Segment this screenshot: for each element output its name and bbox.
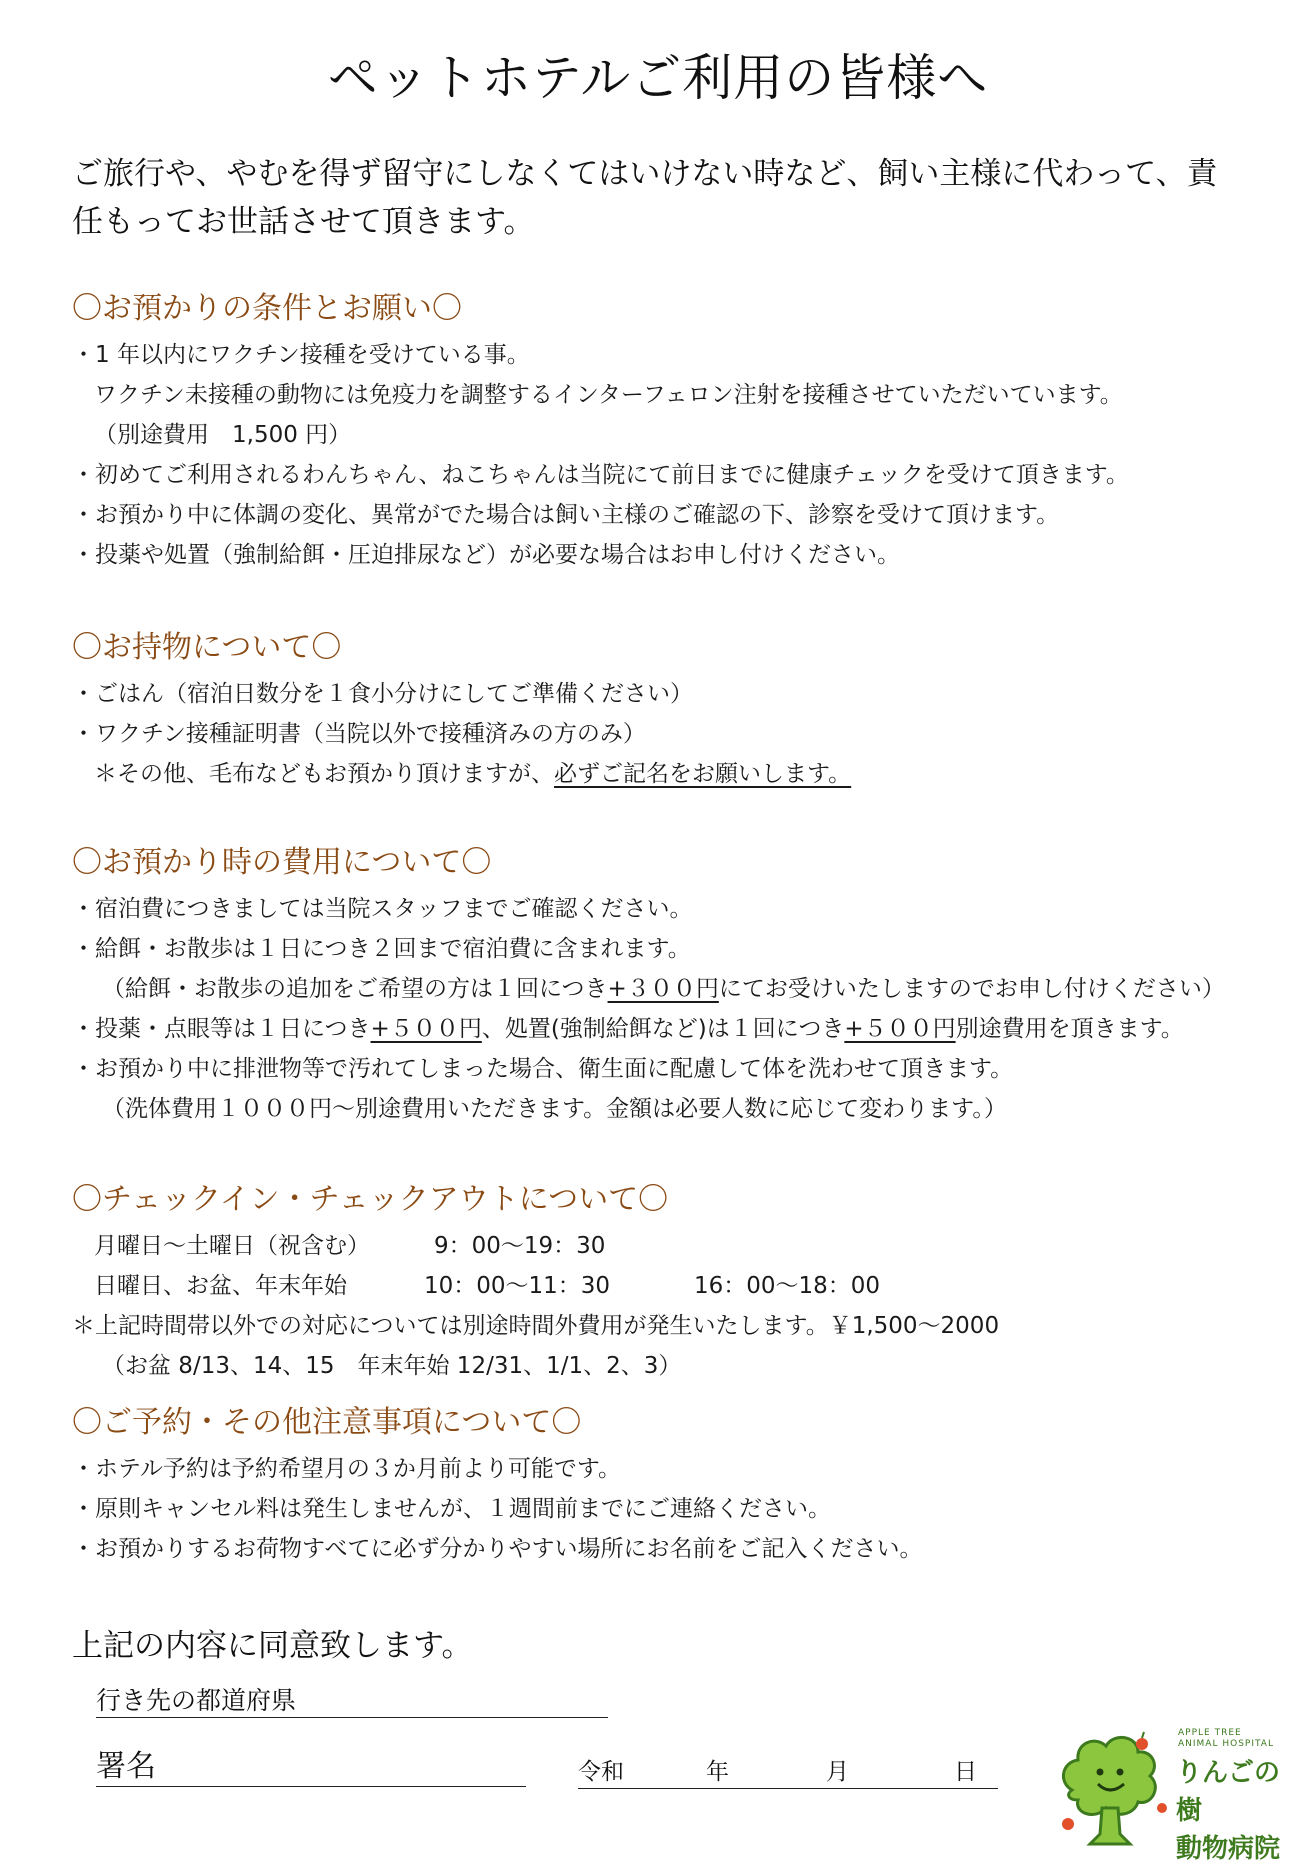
list-item: ・給餌・お散歩は１日につき２回まで宿泊費に含まれます。 [72, 936, 691, 962]
logo-english-name [1178, 1728, 1274, 1750]
section-heading: 〇ご予約・その他注意事項について〇 [72, 1405, 582, 1440]
logo-japanese-line: 動物病院 [1176, 1834, 1281, 1864]
section-conditions [72, 289, 1272, 575]
section-checkin-checkout [72, 1180, 1272, 1386]
schedule-hours-morning: 10：00～11：30 [424, 1273, 611, 1299]
list-item-detail [72, 969, 1272, 1009]
section-heading: 〇お預かりの条件とお願い〇 [72, 291, 462, 326]
logo-english-line: ANIMAL HOSPITAL [1178, 1739, 1274, 1749]
page-title: ペットホテルご利用の皆様へ [327, 49, 989, 107]
list-item: ・ワクチン接種証明書（当院以外で接種済みの方のみ） [72, 721, 646, 747]
note-text: ＊その他、毛布などもお預かり頂けますが、 [94, 761, 554, 787]
detail-text: （給餌・お散歩の追加をご希望の方は１回につき [102, 976, 608, 1002]
list-item-note [72, 754, 1272, 794]
list-item: ・お預かり中に体調の変化、異常がでた場合は飼い主様のご確認の下、診察を受けて頂けます。 [72, 502, 1060, 528]
schedule-hours: 9：00～19：30 [434, 1233, 606, 1259]
list-item [72, 1009, 1272, 1049]
list-item: ・ごはん（宿泊日数分を１食小分けにしてご準備ください） [72, 681, 693, 707]
schedule-note: ＊上記時間帯以外での対応については別途時間外費用が発生いたします。￥1,500～2000 [72, 1313, 1000, 1339]
list-item: ・お預かり中に排泄物等で汚れてしまった場合、衛生面に配慮して体を洗わせて頂きます。 [72, 1056, 1014, 1082]
era-label: 令和 [578, 1759, 624, 1785]
list-item: ・お預かりするお荷物すべてに必ず分かりやすい場所にお名前をご記入ください。 [72, 1536, 923, 1562]
list-item-detail: ワクチン未接種の動物には免疫力を調整するインターフェロン注射を接種させていただいています。 [94, 382, 1123, 408]
date-field[interactable] [578, 1756, 998, 1789]
list-item: ・投薬や処置（強制給餌・圧迫排尿など）が必要な場合はお申し付けください。 [72, 542, 900, 568]
schedule-hours-evening: 16：00～18：00 [694, 1273, 881, 1299]
day-label: 日 [954, 1759, 977, 1785]
logo-english-line: APPLE TREE [1178, 1728, 1242, 1738]
section-reservation [72, 1403, 1272, 1569]
schedule-note-detail: （お盆 8/13、14、15 年末年始 12/31、1/1、2、3） [102, 1353, 682, 1379]
section-heading: 〇チェックイン・チェックアウトについて〇 [72, 1182, 669, 1217]
schedule-row-weekday [72, 1226, 1272, 1266]
year-label: 年 [706, 1759, 729, 1785]
intro-paragraph [72, 150, 1252, 246]
fee-amount: +３００円 [607, 976, 719, 1002]
item-text: ・投薬・点眼等は１日につき [72, 1016, 371, 1042]
list-item-detail: （別途費用 1,500 円） [94, 422, 352, 448]
schedule-days: 月曜日～土曜日（祝含む） [94, 1233, 370, 1259]
intro-line: 任もってお世話させて頂きます。 [72, 204, 535, 240]
fee-amount: +５００円 [370, 1016, 482, 1042]
list-item: ・ホテル予約は予約希望月の３か月前より可能です。 [72, 1456, 622, 1482]
list-item-detail: （洗体費用１０００円～別途費用いただきます。金額は必要人数に応じて変わります。） [102, 1096, 1007, 1122]
logo-japanese-name [1176, 1754, 1290, 1868]
list-item: ・1 年以内にワクチン接種を受けている事。 [72, 342, 530, 368]
schedule-row-holiday [72, 1266, 1272, 1306]
section-belongings [72, 628, 1272, 794]
logo-japanese-line: りんごの樹 [1176, 1758, 1281, 1826]
item-text: 、処置(強制給餌など)は１回につき [481, 1016, 845, 1042]
note-underlined-text: 必ずご記名をお願いします。 [554, 761, 852, 787]
intro-line: ご旅行や、やむを得ず留守にしなくてはいけない時など、飼い主様に代わって、責 [72, 156, 1218, 192]
detail-text: にてお受けいたしますのでお申し付けください） [718, 976, 1225, 1002]
destination-field[interactable] [96, 1685, 608, 1718]
schedule-days: 日曜日、お盆、年末年始 [94, 1273, 347, 1299]
hospital-logo [1050, 1716, 1290, 1864]
list-item: ・宿泊費につきましては当院スタッフまでご確認ください。 [72, 896, 693, 922]
section-heading: 〇お持物について〇 [72, 630, 342, 665]
signature-label: 署名 [96, 1749, 156, 1784]
list-item: ・初めてご利用されるわんちゃん、ねこちゃんは当院にて前日までに健康チェックを受けて頂きます。 [72, 462, 1129, 488]
month-label: 月 [826, 1759, 849, 1785]
destination-label: 行き先の都道府県 [96, 1686, 297, 1715]
consent-statement: 上記の内容に同意致します。 [72, 1628, 473, 1664]
signature-field[interactable] [96, 1748, 526, 1787]
item-text: 別途費用を頂きます。 [955, 1016, 1184, 1042]
section-heading: 〇お預かり時の費用について〇 [72, 845, 492, 880]
section-fees [72, 843, 1272, 1129]
fee-amount: +５００円 [844, 1016, 956, 1042]
list-item: ・原則キャンセル料は発生しませんが、１週間前までにご連絡ください。 [72, 1496, 831, 1522]
